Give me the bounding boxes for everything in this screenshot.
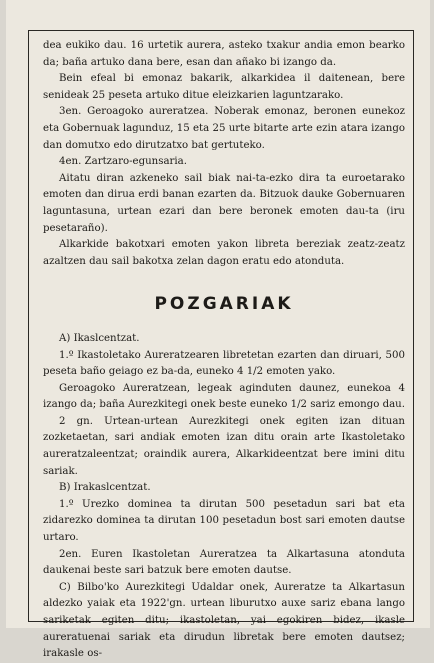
paragraph: 1.º Ikastoletako Aureratzearen libretetan ezarten dan diruari, 500 pesetа baño geiago ez ba-da, euneko 4 1/2 emoten yako. bbox=[43, 349, 405, 378]
paragraph: Geroagoko Aureratzean, legeak aginduten daunez, eunekoa 4 izango da; baña Aurezkitegi onek beste euneko 1/2 sariz emongo dau. bbox=[43, 382, 405, 411]
paragraph: Bein efeal bi emonaz bakarik, alkarkidea il daitenean, bere senideak 25 peseta artuko ditue eleizkarien laguntzarako. bbox=[43, 73, 405, 101]
paragraph: 3en. Geroagoko aureratzea. Noberak emonaz, beronen eunekoz eta Gobernuak lagunduz, 15 eta 25 urte bitarte arte ezin atara izango dan domutxo edo dirutzatxo bat gertuteko. bbox=[43, 106, 405, 151]
paragraph: 2en. Euren Ikastoletan Aureratzea ta Alkartasuna atonduta daukenai beste sari batzuk bere emoten dautse. bbox=[43, 548, 405, 577]
paragraph: C) Bilbo'ko Aurezkitegi Udaldar onek, Aureratze ta Alkartasun aldezko yaiak eta 1922'gn. urtean liburutxo auxe sariz ebana lango sariketak egiten ditu; ikastoletan, yai egokiren bidez, ikasle aureratuenai sariak eta dirudun libretak bere emoten dautsez; irakasle os- bbox=[43, 581, 405, 660]
paragraph: Alkarkide bakotxari emoten yakon libreta bereziak zeatz-zeatz azaltzen dau sail bakotxa zelan dagon eratu edo atonduta. bbox=[43, 239, 405, 267]
document-page bbox=[6, 0, 430, 660]
paragraph: 2 gn. Urtean-urtean Aurezkitegi onek egiten izan dituan zozketaetan, sari andiak emoten izan ditu orain arte Ikastoletako aureratzaleentzat; oraindik aurera, Alkarkideentzat bere imini ditu sariak. bbox=[43, 415, 405, 477]
subsection-heading: B) Irakaslcentzat. bbox=[59, 482, 151, 494]
page-text bbox=[43, 38, 405, 663]
paragraph: Aitatu diran azkeneko sail biak nai-ta-ezko dira ta euroetarako emoten dan dirua erdi banan ezarten da. Bitzuok dauke Gobernuaren laguntasuna, urtean ezari dan bere beronek emoten dau-ta (iru pesetaraño). bbox=[43, 172, 405, 234]
paragraph: 4en. Zartzaro-egunsaria. bbox=[59, 156, 187, 168]
paragraph: 1.º Urezko dominea ta dirutan 500 pesetadun sari bat eta zidarezko dominea ta dirutan 100 pesetadun bost sari emoten dautse urtaro. bbox=[43, 498, 405, 544]
paragraph: dea eukiko dau. 16 urtetik aurera, asteko txakur andia emon bearko da; baña artuko dana bere, esan dan añako bi izango da. bbox=[43, 40, 405, 68]
subsection-heading: A) Ikaslcentzat. bbox=[59, 332, 140, 344]
section-title: POZGARIAK bbox=[154, 294, 294, 315]
